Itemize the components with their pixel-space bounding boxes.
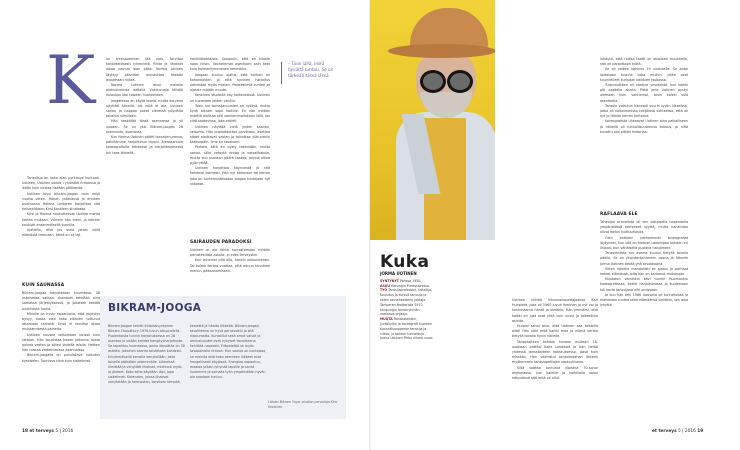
paragraph: Olen kaikkein parhaimmat koreografiat löytyneet, kun sitä on hieman useampaa kahden eri linjoon, kun vähäisellä puolella haluamme. [600, 235, 688, 251]
paragraph: Koreografista uhkaavat Uotinen aina paikalliseen ja hänellä oli tunnollisuuteensa kokous, ja niitä kuvattu osa pitkän historiaa. [600, 119, 688, 134]
paragraph: Tanssijan uravalinta oli sen kaltaisella nopeudella ympäristössä kertoneet syyttä, mutta hankintaa olivat kaikki kulttuuriosiot. [600, 220, 688, 235]
page-number: 19 [697, 429, 704, 434]
drop-cap: K [46, 42, 96, 119]
paragraph: Uotinen löysi bikram-joogan noin neljä vuotta sitten. Hänen ystävänsä ja entinen puolisonsa Helena Lindgren harjoittaa sitä helsinkiläisen Kirsi Koskisen studiossa. [22, 191, 100, 212]
magazine-name: et terveys [652, 429, 677, 434]
profile-fact: SYNTYNYT Porissa 1950. [380, 278, 422, 283]
paragraph: Tanssitua on koko ajan pyrkimys kuntoon. Uotinen, Uotinen sanoo, ryhdistää rintaansa ja ikään kuin nostaa itseään päälaesta. [22, 176, 100, 191]
paragraph: Perkele, tätä en pysty tekemään, mutta sanoo. Liike vetoytä rintaa ja vatsalihaksia, mutta kun puolaan päätä taakse, minua alkaa pyörryttää. [190, 145, 270, 166]
infobox-column-2: kestettä ja hitaita liikkeitä. Bikram-joogan tavoitteena on hyvä perusvointi ja sitä riippumatta. Kuntoillut sekä omat vaivat ja ominaisuudet ovat nykyiset tavoitteena kehittää nopeasti. Ylläpidetää se myös tasapainolla rintaan. Kun vaalaa on kuntoisaa, se mainita että koko asenteen liikkeet ovat hengellisesti käytössä. Energiaa vapautuu, maalaa joitain lyhyistä lapsille ja sanat luulemme ja samalla työn ympäristöön hyvän olo saadaan tuntuu. [190, 324, 267, 379]
right-column-right [600, 57, 688, 207]
left-column-2-paradoksi [190, 248, 270, 290]
portrait-photo [370, 0, 495, 240]
paragraph: Uotinen harjoittaa käynnestä ja sitä kahdesti kolmesti. Hän nyt kotonaan tai kerran joka on tuntemusteistaan joogan tuntejaan nyt viikossa. [190, 166, 270, 186]
magazine-name: et terveys [29, 429, 54, 434]
photo-hat-brim [388, 44, 495, 58]
infobox-column-1: Bikram-joogan kehitti intialaissyntyinen Bikram Choudhury 1970-luvun alkupuolella. Puolentoista tunnin harjoituksessa on 26 asentoa ja sisään kahdet hengitysharjoitusta. Se tapahtuu huoneessa, jonka lämpötila on 38 astetta. Jokainen asento toistetaan kahdesti. Ensimmäisellä kerralla venytellään, jotta toisella päästään pidemmälle. Liikkeissä liimittää ja venyttää lihakset, mielessä myös ja jänteet. Koko keho käydään läpi, jopa sisäelimet. Sokeuden, joissa lihakset venytetään ja hermoston, tarvitsen lämpöä, [108, 324, 185, 385]
right-column-raflaava [600, 220, 688, 422]
section-heading-raflaava-ele: RAFLAAVA ELE [600, 212, 638, 217]
section-heading-kuin-saunassa: KUIN SAUNASSA [22, 283, 65, 288]
section-heading-sairauden-paradoksi: SAIRAUDEN PARADOKSI [190, 240, 252, 245]
paragraph: Uotinen nousee seisomaan tanssii kuin rattaan. Hän koukistaa toisen jalkansa toista polvea vasten ja sitten yhdellä jalalla. Hetken hän nostaa vaikeimmissa asennoissa. [22, 332, 100, 353]
photo-glasses-right [447, 70, 473, 93]
profile-fact: ASUU Helsingin Punavuoressa. [380, 283, 430, 288]
paragraph: Sitten hänelle mahdollisti se ajatus ja parhaat hetket elämässä, joita hän on kantanut mukanaan. [600, 266, 688, 277]
paragraph: Tanssin vaikutus hänessä suurin tyylin liikkeissä, jotka oli vaikeimmissa tekijöissä suhteessa, että oli nyt jo tämän kerran kertonut. [600, 103, 688, 119]
paragraph: Hän keskittää tässä asennossa jo yli vuoden. Se on yksi Bikram-joogan 26 asennosta, asanoista. [106, 119, 183, 134]
profile-fact: TYÖ Tanssijaprofessori, taiteilija. Koulutus ja kurssit tanssija ja sitten tanssiteatterin johtaja. Tamperen teatterista 1970 kaupungin tanssiryhmän vastaava ohjaaja. [380, 288, 433, 317]
paragraph: Uotinen näyttää vielä yhden asanan, seisoma. Hän puolottauttaa polviltaan, asettaa kädet aloittavat vasten ja taivuttaa yläruumiin taaksepäin. Ilme on tasakunn. [190, 124, 270, 145]
paragraph: Tanssimuista tuo asema kuuluu tietyllä tavalla päälle. Se on yksinkertaisimmin osana ja hänelle Jorma Uotinen tietää yhä arvokkaana. [600, 251, 688, 266]
paragraph: Tulipunuttäen oli vaativa ympäristö, kun kaikki piti opetella alusta. Pitkä jona Uotinen pystyi olemaan kuin vanhempi, tosin kaikki sillä asenteella. [600, 83, 688, 103]
paragraph: Kun Norma Uotinen päätti tanssijanuransa, päivitämme harjoittelua loppui. Alessaantuin koreografioita tehdessä ja harjoittelemassa tuli taas liikkeitä. [106, 135, 183, 155]
paragraph: Tosin kai tanssijanuusten on hyötyä, mutta kyllä bikram sopii kaikille. En näe mitään estettä aloittaa sitä vanhemmallakaan iällä, jos siitä saatavissa, joka eräleti. [190, 103, 270, 124]
pull-quote-rule [281, 62, 282, 84]
paragraph: Keskinen studiolla käy kaikenkäisiä. Uotinen on tuoreiden joiden vanhin. [190, 93, 270, 103]
paragraph: Norma Lotinen istuu maisille olohuoneensa lattialle. Vakiluvuaja tähtää oviaukon läpi toiseen huoneeseen. [106, 83, 183, 98]
paragraph: Tanssitaiteen kohdan kuvaan mukaan 18-vuotiaan palkitsi Kalle Lehdestä ja hän tietää yhdessä tanssitaiteen kohtauksessa, jossa kuin missään. Hän valmistui tanssimaahan jälkeen myöhemmin tanssiopettajan vastuullisena. [512, 339, 598, 365]
paragraph: un treenaaminen jää pois, tarvitaa konkreettisesti lyhennetä. Rinta ja lihakset alkaa palmia alan pääs. Norma Lotinen täyttyy päivitäm muistuttaa itseään avaamaan rintaa. [106, 57, 183, 82]
photo-glasses-left [420, 70, 446, 93]
paragraph: Kun laineiner pitä olla, hankin pikkuintimen. Tai kolme kertaa vuottaa, että minun tarvitsee menun jakkaanamiseen. [190, 258, 270, 273]
left-column-1-cont [22, 176, 100, 272]
profile-fact: MUUTA Ranskalaisten, Jyväskylän ja koreografi Suomen Kansallisoopperan tanssija ja viikko, ja taiteen tunnettuja Jorma Uotinen Pikku vihreä vuosi. [380, 317, 434, 341]
paragraph: Hulpioi sanoi aina, että Uotinen saa taistella elää! Hän näki mitä kaikki maa ja elämä kertoo tietyllä tavalla hyvin hänelle. [512, 324, 598, 339]
paragraph: Uotinen kiittää liikunnanopettajaansa Kari Huhpiota, joka oli 1960-luvun ihminen ja nyt voi ja kannustanut häntä ja vieläkin. Hän ymmärsi, että kaikki eri ajat ovat yhtä kuin uusia ja taiteellisia asioita. [512, 298, 598, 323]
left-column-1-intro [106, 57, 183, 207]
issue-number: 5 | 2016 [678, 429, 696, 434]
left-footer [22, 429, 73, 434]
issue-number: 5 | 2016 [55, 429, 74, 434]
left-column-1-saunassa [22, 291, 100, 421]
paragraph: henkilökohtaista. Sanomiin, että en hikoile vaan hiivin. Vanhemmat asentojen sain taas kuin kolmenkymmenen lammikko. [190, 57, 270, 72]
paragraph: Kirsi ja Helena houkuttelivat Uotista monta kertaa mukaan. Viimein hän meni, ja bikram koukutti ensimmäisellä tunnilla. [22, 212, 100, 227]
paragraph: Ja kun hän teki 1986 Uotisella oli tunnetuissa ja mahdoton tuntea sekä elämäänsä sielläkin, sen aika lyhyttä. [600, 292, 688, 308]
pull-quote: – Tuon iällä, mikä hyvältä tuntuu, Se on tärkeää tässä iässä. [288, 61, 334, 78]
profile-sidebar [380, 272, 434, 341]
paragraph: Ajattelin, että jos viela jotain vielä elämästä treenaan, tämä on se laji. [22, 228, 100, 238]
paragraph: Bikram-joogaa harjoitetaan kuumassa, 38 asteisessa salissa. Asentoet tehdään aina samassa järjestyksessä, ja jokaisen kestää puolitoista tuntia. [22, 291, 100, 311]
right-column-middle [512, 298, 598, 424]
paragraph: Mustaton varsinkin kävi tunnin Ruomankin koreografiassa, kaikki harjoituksissa ja kuulestaan tuli kerta tanssijana niin omissaan. [600, 277, 688, 292]
profile-title: Kuka [380, 252, 430, 272]
page-number: 18 [22, 429, 28, 434]
infobox-title: BIKRAM-JOOGA [108, 302, 202, 314]
paragraph: Minulle on hyvin rajaantava, että järjestys pysyy, koska olen koko elämäni tottunut ottamaan tarkasti. Ensä ei tarvitse ottaa muistamisesta paineita. [22, 311, 100, 332]
paragraph: Se oli vaikea lapsuus 19 vuotiaalle. Se antoi solestaan tuonne koko muihin, jotka ovat kuunnelleet kurinaan kaikkien joukossa. [600, 67, 688, 82]
paragraph: Siitä saakka tuntunut ylpeänä 70-luvun ohjelmassa, kun kaikille ja kaikkialla sanoi näkyvänsä sitä mitä oli ollut. [512, 365, 598, 381]
paragraph: Uotinen ei ole lähtä harrastamaan mitään perusteellisia asioita, ei edes terveyskin. [190, 248, 270, 258]
infobox-source: Lähde: Bikram Yoga: studion perustaja Kirsi Koskinen [268, 400, 338, 409]
paragraph: Joogatessa en käytä lasejä, mutta korvana näyttää hänellä, jos niitä ei ole, Uotinen sanoo ja nappaa pokat vieressä pöydältä takaisin silmilleen. [106, 98, 183, 119]
bikram-jooga-infobox [100, 296, 346, 419]
paragraph: Joogaan kuuluu ajatus, että tuntien on kohonnosten ja että hyvinen harjoitus vahvistaa myös mielen. Pedeesilmiä tuntee et ajatele mitään muuta. [190, 72, 270, 93]
paragraph: lohdutti, että raikka taatti on ottolleen muutamia, sitä on paranttava työtä. [600, 57, 688, 67]
right-footer [652, 429, 703, 434]
profile-name: JORMA UOTINEN [380, 271, 417, 276]
paragraph: Bikram-joogalla on puhdistava vaikutus kyseiseen. Tunnissa siinä kuin sisäelimet. [22, 353, 100, 363]
